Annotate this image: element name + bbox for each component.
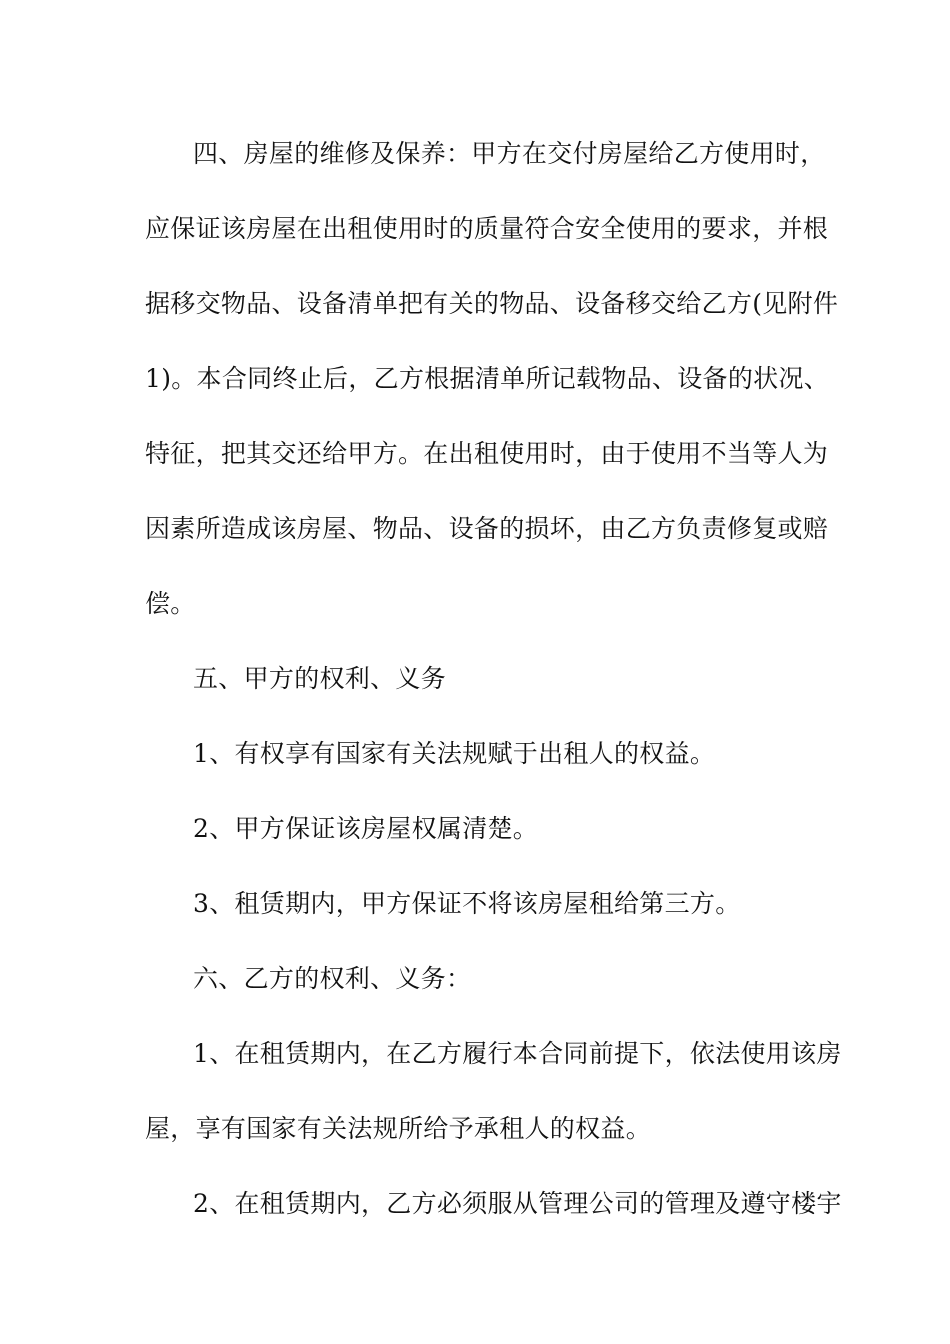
clause-4-heading-line: 四、房屋的维修及保养：甲方在交付房屋给乙方使用时， <box>193 139 826 168</box>
section-6-item-2-line-1: 2、在租赁期内，乙方必须服从管理公司的管理及遵守楼宇 <box>193 1189 842 1218</box>
section-5-item-2: 2、甲方保证该房屋权属清楚。 <box>193 814 539 843</box>
section-5-heading: 五、甲方的权利、义务 <box>193 664 447 693</box>
clause-4-line-6: 因素所造成该房屋、物品、设备的损坏，由乙方负责修复或赔 <box>145 514 829 543</box>
clause-4-line-2: 应保证该房屋在出租使用时的质量符合安全使用的要求，并根 <box>145 214 829 243</box>
clause-4-line-4: 1)。本合同终止后，乙方根据清单所记载物品、设备的状况、 <box>145 364 830 393</box>
section-5-item-3: 3、租赁期内，甲方保证不将该房屋租给第三方。 <box>193 889 741 918</box>
clause-4-line-5: 特征，把其交还给甲方。在出租使用时，由于使用不当等人为 <box>145 439 829 468</box>
section-6-item-1-line-1: 1、在租赁期内，在乙方履行本合同前提下，依法使用该房 <box>193 1039 842 1068</box>
clause-4-line-3: 据移交物品、设备清单把有关的物品、设备移交给乙方(见附件 <box>145 289 839 318</box>
section-5-item-1: 1、有权享有国家有关法规赋于出租人的权益。 <box>193 739 716 768</box>
section-6-item-1-line-2: 屋，享有国家有关法规所给予承租人的权益。 <box>145 1114 652 1143</box>
section-6-heading: 六、乙方的权利、义务： <box>193 964 472 993</box>
clause-4-line-7: 偿。 <box>145 589 196 618</box>
